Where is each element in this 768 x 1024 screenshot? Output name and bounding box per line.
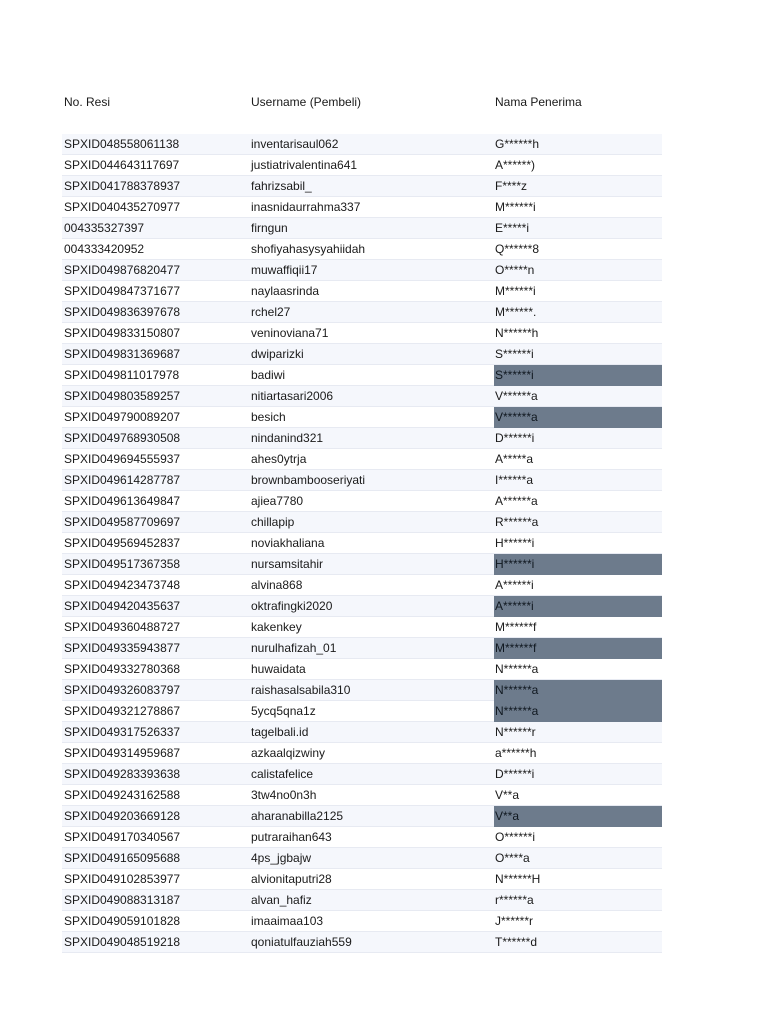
table-row [62,533,662,554]
cell-resi: SPXID049283393638 [64,767,181,781]
table-row [62,659,662,680]
table-row [62,176,662,197]
table-row [62,323,662,344]
table-row [62,386,662,407]
table-row [62,218,662,239]
cell-nama-penerima: G******h [495,137,540,151]
cell-username: ahes0ytrja [251,452,307,466]
table-row [62,575,662,596]
header-resi: No. Resi [64,95,111,109]
cell-nama-penerima: A******) [495,158,536,172]
cell-username: nurulhafizah_01 [251,641,337,655]
cell-resi: SPXID049790089207 [64,410,181,424]
cell-username: ajiea7780 [251,494,304,508]
table-row [62,491,662,512]
table-row [62,638,662,659]
table-row [62,680,662,701]
cell-resi: SPXID049314959687 [64,746,181,760]
cell-username: imaaimaa103 [251,914,324,928]
cell-username: nindanind321 [251,431,324,445]
cell-resi: SPXID049332780368 [64,662,181,676]
cell-username: fahrizsabil_ [251,179,312,193]
table-row [62,596,662,617]
cell-username: aharanabilla2125 [251,809,344,823]
table-row [62,344,662,365]
cell-username: justiatrivalentina641 [251,158,358,172]
table-row [62,512,662,533]
cell-username: 3tw4no0n3h [251,788,317,802]
cell-username: tagelbali.id [251,725,309,739]
cell-username: kakenkey [251,620,302,634]
table-row [62,155,662,176]
cell-username: alvina868 [251,578,303,592]
cell-nama-penerima: N******a [495,662,539,676]
cell-resi: SPXID049243162588 [64,788,181,802]
cell-username: brownbambooseriyati [251,473,366,487]
cell-username: firngun [251,221,288,235]
cell-nama-penerima: V**a [495,788,520,802]
cell-nama-penerima: O*****n [495,263,535,277]
cell-resi: SPXID049420435637 [64,599,181,613]
cell-nama-penerima: I******a [495,473,534,487]
cell-resi: SPXID049811017978 [64,368,180,382]
cell-resi: SPXID049088313187 [64,893,181,907]
cell-resi: SPXID049768930508 [64,431,181,445]
cell-resi: SPXID049102853977 [64,872,181,886]
cell-username: qoniatulfauziah559 [251,935,352,949]
cell-nama-penerima-highlighted: H******i [494,554,662,575]
cell-nama-penerima: D******i [495,431,535,445]
header-nama-penerima: Nama Penerima [495,95,582,109]
cell-nama-penerima: A******i [495,578,534,592]
cell-username: nursamsitahir [251,557,324,571]
cell-username: shofiyahasysyahiidah [251,242,366,256]
table-row [62,281,662,302]
cell-resi: 004333420952 [64,242,145,256]
cell-nama-penerima: N******r [495,725,536,739]
cell-nama-penerima: N******h [495,326,539,340]
cell-nama-penerima-highlighted: M******f [494,638,662,659]
cell-username: nitiartasari2006 [251,389,334,403]
cell-nama-penerima-highlighted: V**a [494,806,662,827]
cell-username: oktrafingki2020 [251,599,333,613]
table-row [62,239,662,260]
cell-resi: SPXID049847371677 [64,284,181,298]
cell-resi: SPXID040435270977 [64,200,181,214]
table-row [62,764,662,785]
cell-nama-penerima-highlighted: N******a [494,680,662,701]
table-row [62,785,662,806]
cell-nama-penerima: M******i [495,284,536,298]
table-row [62,407,662,428]
table-row [62,743,662,764]
cell-nama-penerima: E*****i [495,221,530,235]
table-row [62,470,662,491]
table-row [62,722,662,743]
cell-resi: SPXID049335943877 [64,641,181,655]
cell-nama-penerima: A*****a [495,452,534,466]
cell-nama-penerima: H******i [495,536,535,550]
cell-username: badiwi [251,368,286,382]
cell-resi: SPXID049613649847 [64,494,181,508]
cell-nama-penerima: T******d [495,935,538,949]
cell-nama-penerima: F****z [495,179,528,193]
table-row [62,827,662,848]
cell-resi: SPXID049836397678 [64,305,181,319]
cell-nama-penerima: M******f [495,620,537,634]
cell-nama-penerima: R******a [495,515,539,529]
table-row [62,449,662,470]
cell-username: naylaasrinda [251,284,320,298]
cell-username: 5ycq5qna1z [251,704,316,718]
cell-username: alvionitaputri28 [251,872,332,886]
cell-username: besich [251,410,286,424]
table-row [62,617,662,638]
cell-nama-penerima: O****a [495,851,530,865]
cell-resi: SPXID049170340567 [64,830,181,844]
cell-nama-penerima: a******h [495,746,537,760]
cell-resi: SPXID049203669128 [64,809,181,823]
cell-resi: SPXID049059101828 [64,914,181,928]
cell-username: alvan_hafiz [251,893,312,907]
cell-resi: SPXID048558061138 [64,137,180,151]
cell-resi: SPXID049831369687 [64,347,181,361]
cell-nama-penerima: M******i [495,200,536,214]
header-username: Username (Pembeli) [251,95,362,109]
cell-resi: SPXID049321278867 [64,704,181,718]
cell-username: putraraihan643 [251,830,332,844]
cell-resi: SPXID041788378937 [64,179,181,193]
table-row [62,806,662,827]
cell-resi: SPXID049360488727 [64,620,181,634]
cell-username: dwiparizki [251,347,304,361]
cell-nama-penerima: D******i [495,767,535,781]
cell-resi: SPXID049614287787 [64,473,181,487]
cell-resi: SPXID049833150807 [64,326,181,340]
cell-resi: SPXID049423473748 [64,578,181,592]
cell-resi: SPXID049876820477 [64,263,181,277]
table-row [62,365,662,386]
cell-nama-penerima-highlighted: A******i [494,596,662,617]
cell-username: inasnidaurrahma337 [251,200,361,214]
cell-resi: 004335327397 [64,221,145,235]
table-row [62,302,662,323]
cell-resi: SPXID049694555937 [64,452,181,466]
table-row [62,890,662,911]
cell-username: 4ps_jgbajw [251,851,312,865]
cell-nama-penerima: r******a [495,893,534,907]
table-row [62,701,662,722]
table-header [62,93,662,111]
cell-resi: SPXID044643117697 [64,158,180,172]
cell-username: chillapip [251,515,295,529]
table-row [62,260,662,281]
table-row [62,197,662,218]
cell-username: veninoviana71 [251,326,329,340]
table-row [62,932,662,953]
cell-resi: SPXID049165095688 [64,851,181,865]
cell-resi: SPXID049569452837 [64,536,181,550]
table-row [62,848,662,869]
cell-nama-penerima-highlighted: N******a [494,701,662,722]
cell-nama-penerima: V******a [495,389,538,403]
table-row [62,134,662,155]
table-row [62,554,662,575]
cell-nama-penerima: N******H [495,872,541,886]
cell-username: azkaalqizwiny [251,746,326,760]
cell-username: inventarisaul062 [251,137,339,151]
cell-username: rchel27 [251,305,291,319]
table-body [62,134,662,953]
cell-username: noviakhaliana [251,536,325,550]
cell-nama-penerima: S******i [495,347,534,361]
cell-resi: SPXID049803589257 [64,389,181,403]
cell-resi: SPXID049048519218 [64,935,181,949]
cell-resi: SPXID049517367358 [64,557,181,571]
cell-resi: SPXID049587709697 [64,515,181,529]
cell-nama-penerima: J******r [495,914,534,928]
table-row [62,869,662,890]
cell-username: muwaffiqii17 [251,263,318,277]
cell-resi: SPXID049326083797 [64,683,181,697]
cell-username: calistafelice [251,767,314,781]
cell-nama-penerima: M******. [495,305,537,319]
cell-username: huwaidata [251,662,306,676]
cell-resi: SPXID049317526337 [64,725,181,739]
table-row [62,428,662,449]
cell-username: raishasalsabila310 [251,683,351,697]
cell-nama-penerima: O******i [495,830,536,844]
cell-nama-penerima-highlighted: S******i [494,365,662,386]
cell-nama-penerima: Q******8 [495,242,540,256]
table-row [62,911,662,932]
cell-nama-penerima: A******a [495,494,538,508]
cell-nama-penerima-highlighted: V******a [494,407,662,428]
